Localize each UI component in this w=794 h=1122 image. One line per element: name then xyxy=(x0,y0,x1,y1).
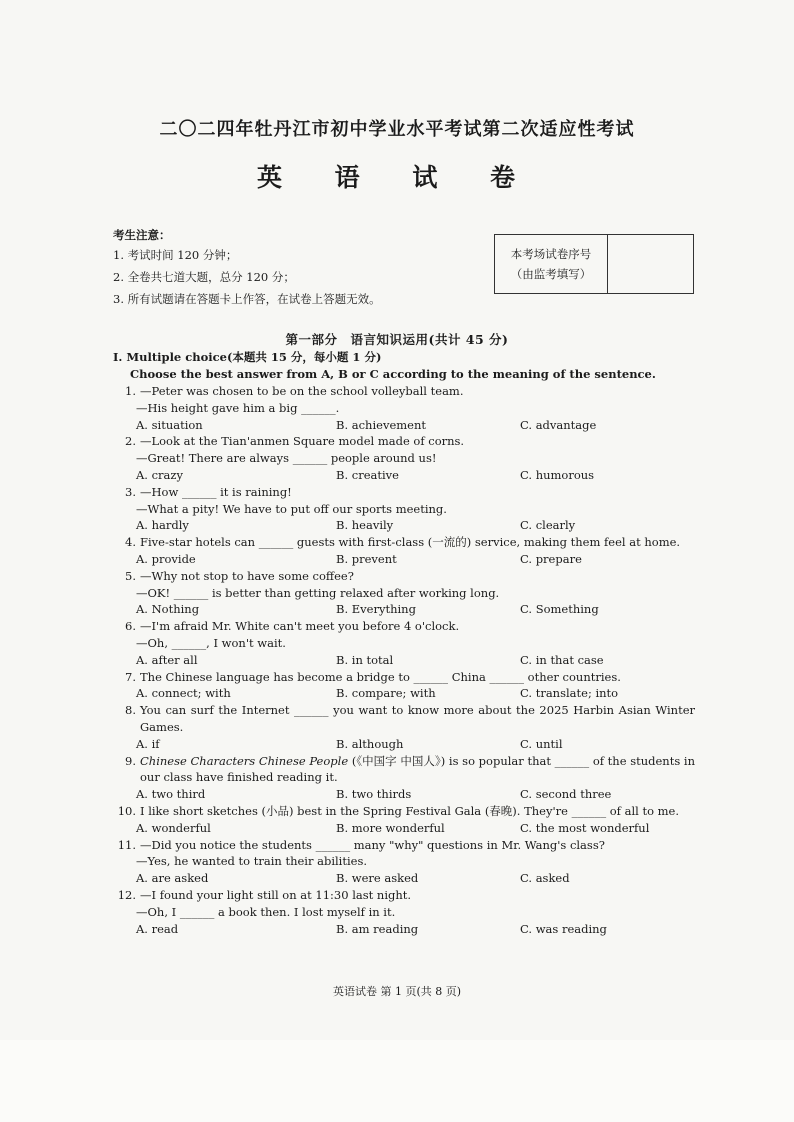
question-line: —Did you notice the students ______ many "why" questions in Mr. Wang's class? xyxy=(140,837,605,852)
answer-option: A. two third xyxy=(136,787,206,802)
answer-options xyxy=(110,870,695,887)
answer-option: A. are asked xyxy=(136,871,209,886)
question-stem xyxy=(110,702,695,736)
answer-option: C. prepare xyxy=(520,551,582,566)
answer-option: C. was reading xyxy=(520,921,607,936)
question-text xyxy=(140,534,695,551)
answer-option: B. two thirds xyxy=(336,787,412,802)
question-stem xyxy=(110,484,695,501)
answer-options xyxy=(110,786,695,803)
question-text xyxy=(140,887,695,904)
answer-options xyxy=(110,652,695,669)
answer-option: A. connect; with xyxy=(136,686,231,701)
answer-option: C. asked xyxy=(520,871,570,886)
section-heading: I. Multiple choice(本题共 15 分，每小题 1 分) xyxy=(113,350,382,364)
question-line: —I'm afraid Mr. White can't meet you before 4 o'clock. xyxy=(140,619,460,634)
answer-option: B. heavily xyxy=(336,518,394,533)
section-instruction: Choose the best answer from A, B or C according to the meaning of the sentence. xyxy=(130,367,656,381)
notice-item: 1. 考试时间 120 分钟； xyxy=(113,248,238,262)
question-line: —Look at the Tian'anmen Square model made of corns. xyxy=(140,434,465,449)
question-stem xyxy=(110,433,695,450)
answer-options xyxy=(110,601,695,618)
question-number: 10. xyxy=(117,803,136,818)
answer-option: C. humorous xyxy=(520,467,595,482)
exam-subject-title: 英 语 试 卷 xyxy=(256,163,538,192)
question-stem xyxy=(110,887,695,904)
candidate-notice xyxy=(113,226,493,310)
question-item xyxy=(110,803,695,837)
answer-option: A. if xyxy=(136,736,160,751)
answer-option: C. Something xyxy=(520,602,599,617)
question-item xyxy=(110,484,695,534)
question-line: —Yes, he wanted to train their abilities. xyxy=(136,854,368,869)
answer-option: B. prevent xyxy=(336,551,397,566)
answer-option: B. Everything xyxy=(336,602,416,617)
answer-option: C. clearly xyxy=(520,518,576,533)
question-text xyxy=(140,433,695,450)
question-line: —His height gave him a big ______. xyxy=(136,400,340,415)
answer-options xyxy=(110,921,695,938)
question-number: 9. xyxy=(125,753,136,768)
question-number: 8. xyxy=(125,703,136,718)
question-number: 7. xyxy=(125,669,136,684)
question-stem xyxy=(110,534,695,551)
question-item xyxy=(110,702,695,752)
answer-option: A. provide xyxy=(136,551,196,566)
answer-option: B. in total xyxy=(336,652,394,667)
question-text xyxy=(140,753,695,787)
question-number: 3. xyxy=(125,484,136,499)
answer-option: B. although xyxy=(336,736,404,751)
answer-option: B. compare; with xyxy=(336,686,436,701)
answer-option: C. second three xyxy=(520,787,612,802)
question-text xyxy=(140,383,695,400)
question-line: The Chinese language has become a bridge to ______ China ______ other countries. xyxy=(140,669,621,684)
answer-options xyxy=(110,551,695,568)
answer-option: B. more wonderful xyxy=(336,820,445,835)
question-stem xyxy=(110,837,695,854)
notice-item: 2. 全卷共七道大题，总分 120 分； xyxy=(113,270,295,284)
seat-number-box xyxy=(494,234,694,294)
answer-option: A. Nothing xyxy=(136,602,200,617)
question-stem xyxy=(110,568,695,585)
question-number: 12. xyxy=(117,887,136,902)
question-line: —OK! ______ is better than getting relaxed after working long. xyxy=(136,585,500,600)
question-line: (《中国字 中国人》) is so popular that ______ of the students in our class have finished reading it. xyxy=(140,753,695,785)
question-item xyxy=(110,618,695,668)
answer-option: C. the most wonderful xyxy=(520,820,650,835)
question-line: —What a pity! We have to put off our sports meeting. xyxy=(136,501,447,516)
question-text xyxy=(140,568,695,585)
answer-options xyxy=(110,685,695,702)
page-footer: 英语试卷 第 1 页(共 8 页) xyxy=(332,985,462,998)
seat-number-label xyxy=(495,235,608,293)
answer-option: A. hardly xyxy=(136,518,189,533)
question-list xyxy=(110,383,695,937)
answer-option: A. read xyxy=(136,921,179,936)
question-stem xyxy=(110,618,695,635)
question-line: —Great! There are always ______ people around us! xyxy=(136,451,437,466)
answer-options xyxy=(110,467,695,484)
question-item xyxy=(110,383,695,433)
question-number: 11. xyxy=(117,837,136,852)
answer-options xyxy=(110,417,695,434)
question-item xyxy=(110,534,695,568)
question-line: You can surf the Internet ______ you want to know more about the 2025 Harbin Asian Winter Games. xyxy=(140,703,695,734)
answer-option: C. until xyxy=(520,736,563,751)
answer-option: B. am reading xyxy=(336,921,419,936)
answer-option: B. achievement xyxy=(336,417,426,432)
question-stem xyxy=(110,753,695,787)
answer-option: B. creative xyxy=(336,467,399,482)
question-number: 2. xyxy=(125,434,136,449)
question-line: I like short sketches (小品) best in the Spring Festival Gala (春晚). They're ______ of all to me. xyxy=(140,803,680,818)
question-item xyxy=(110,433,695,483)
question-item xyxy=(110,669,695,703)
question-text xyxy=(140,484,695,501)
question-stem xyxy=(110,669,695,686)
answer-options xyxy=(110,517,695,534)
part-heading: 第一部分 语言知识运用(共计 45 分) xyxy=(285,332,509,347)
question-line: —I found your light still on at 11:30 last night. xyxy=(140,887,412,902)
seat-label-line: 本考场试卷序号 xyxy=(510,247,592,261)
question-text xyxy=(140,669,695,686)
notice-heading: 考生注意： xyxy=(113,228,171,242)
seat-label-line: （由监考填写） xyxy=(510,267,592,281)
question-number: 5. xyxy=(125,568,136,583)
answer-option: A. crazy xyxy=(136,467,183,482)
question-line: —Why not stop to have some coffee? xyxy=(140,568,354,583)
book-title: Chinese Characters Chinese People xyxy=(140,753,349,768)
answer-option: C. advantage xyxy=(520,417,597,432)
question-text xyxy=(140,618,695,635)
question-text xyxy=(140,702,695,736)
question-line: —How ______ it is raining! xyxy=(140,484,292,499)
question-line: —Oh, I ______ a book then. I lost myself in it. xyxy=(136,904,396,919)
seat-number-blank xyxy=(608,235,693,293)
question-text xyxy=(140,837,695,854)
answer-options xyxy=(110,736,695,753)
question-line: —Oh, ______, I won't wait. xyxy=(136,635,286,650)
question-number: 6. xyxy=(125,619,136,634)
question-item xyxy=(110,887,695,937)
question-item xyxy=(110,568,695,618)
answer-option: A. situation xyxy=(136,417,203,432)
question-number: 4. xyxy=(125,535,136,550)
answer-option: A. wonderful xyxy=(136,820,211,835)
answer-option: A. after all xyxy=(136,652,198,667)
question-item xyxy=(110,753,695,803)
notice-item: 3. 所有试题请在答题卡上作答，在试卷上答题无效。 xyxy=(113,292,381,306)
exam-title: 二〇二四年牡丹江市初中学业水平考试第二次适应性考试 xyxy=(159,119,635,140)
question-stem xyxy=(110,803,695,820)
question-stem xyxy=(110,383,695,400)
question-text xyxy=(140,803,695,820)
question-number: 1. xyxy=(125,384,136,398)
answer-option: B. were asked xyxy=(336,871,419,886)
question-line: Five-star hotels can ______ guests with first-class (一流的) service, making them feel at home. xyxy=(140,535,681,550)
answer-option: C. translate; into xyxy=(520,686,619,701)
answer-options xyxy=(110,820,695,837)
answer-option: C. in that case xyxy=(520,652,604,667)
question-item xyxy=(110,837,695,887)
question-line: —Peter was chosen to be on the school volleyball team. xyxy=(140,384,464,398)
